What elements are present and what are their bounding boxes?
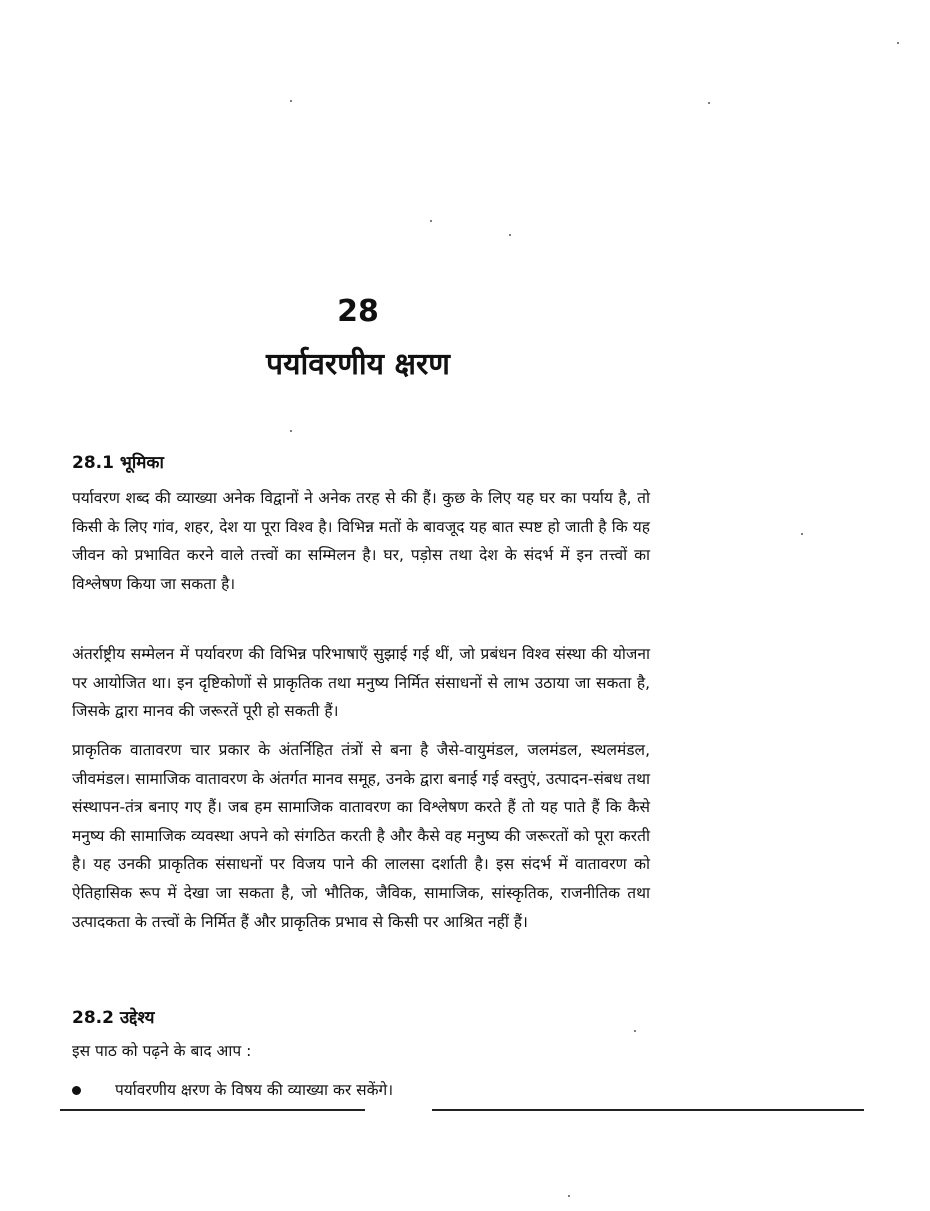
scan-speck — [509, 234, 511, 236]
bullet-dot-icon — [72, 1086, 81, 1095]
section-heading-introduction: 28.1 भूमिका — [72, 453, 164, 473]
paragraph-2: अंतर्राष्ट्रीय सम्मेलन में पर्यावरण की विभिन्न परिभाषाएँ सुझाई गई थीं, जो प्रबंधन विश्व संस्था की योजना पर आयोजित था। इन दृष्टिकोणों से प्राकृतिक तथा मनुष्य निर्मित संसाधनों से लाभ उठाया जा सकता है, जिसके द्वारा मानव की जरूरतें पूरी हो सकती हैं। — [72, 645, 650, 721]
paragraph-1: पर्यावरण शब्द की व्याख्या अनेक विद्वानों ने अनेक तरह से की हैं। कुछ के लिए यह घर का पर्याय है, तो किसी के लिए गांव, शहर, देश या पूरा विश्व है। विभिन्न मतों के बावजूद यह बात स्पष्ट हो जाती है कि यह जीवन को प्रभावित करने वाले तत्त्वों का सम्मिलन है। घर, पड़ोस तथा देश के संदर्भ में इन तत्त्वों का विश्लेषण किया जा सकता है। — [72, 489, 650, 593]
footer-rule-left — [60, 1109, 365, 1111]
chapter-number: 28 — [337, 294, 379, 329]
section-heading-objectives: 28.2 उद्देश्य — [72, 1008, 155, 1028]
scan-speck — [801, 533, 803, 535]
chapter-title: पर्यावरणीय क्षरण — [266, 347, 450, 382]
bullet-text: पर्यावरणीय क्षरण के विषय की व्याख्या कर सकेंगे। — [115, 1081, 394, 1099]
paragraph-3: प्राकृतिक वातावरण चार प्रकार के अंतर्निहित तंत्रों से बना है जैसे-वायुमंडल, जलमंडल, स्थलमंडल, जीवमंडल। सामाजिक वातावरण के अंतर्गत मानव समूह, उनके द्वारा बनाई गई वस्तुएं, उत्पादन-संबध तथा संस्थापन-तंत्र बनाए गए हैं। जब हम सामाजिक वातावरण का विश्लेषण करते हैं तो यह पाते हैं कि कैसे मनुष्य की सामाजिक व्यवस्था अपने को संगठित करती है और कैसे वह मनुष्य की जरूरतों को पूरा करती है। यह उनकी प्राकृतिक संसाधनों पर विजय पाने की लालसा दर्शाती है। इस संदर्भ में वातावरण को ऐतिहासिक रूप में देखा जा सकता है, जो भौतिक, जैविक, सामाजिक, सांस्कृतिक, राजनीतिक तथा उत्पादकता के तत्त्वों के निर्मित हैं और प्राकृतिक प्रभाव से किसी पर आश्रित नहीं हैं। — [72, 741, 650, 931]
scan-speck — [634, 1030, 636, 1032]
objectives-intro: इस पाठ को पढ़ने के बाद आप : — [72, 1042, 252, 1060]
footer-rule-right — [432, 1109, 864, 1111]
scan-speck — [568, 1195, 570, 1197]
scan-speck — [290, 430, 292, 432]
scan-speck — [897, 42, 899, 44]
scan-speck — [708, 102, 710, 104]
scan-speck — [430, 220, 432, 222]
bullet-item — [72, 1079, 632, 1101]
scan-speck — [290, 100, 292, 102]
